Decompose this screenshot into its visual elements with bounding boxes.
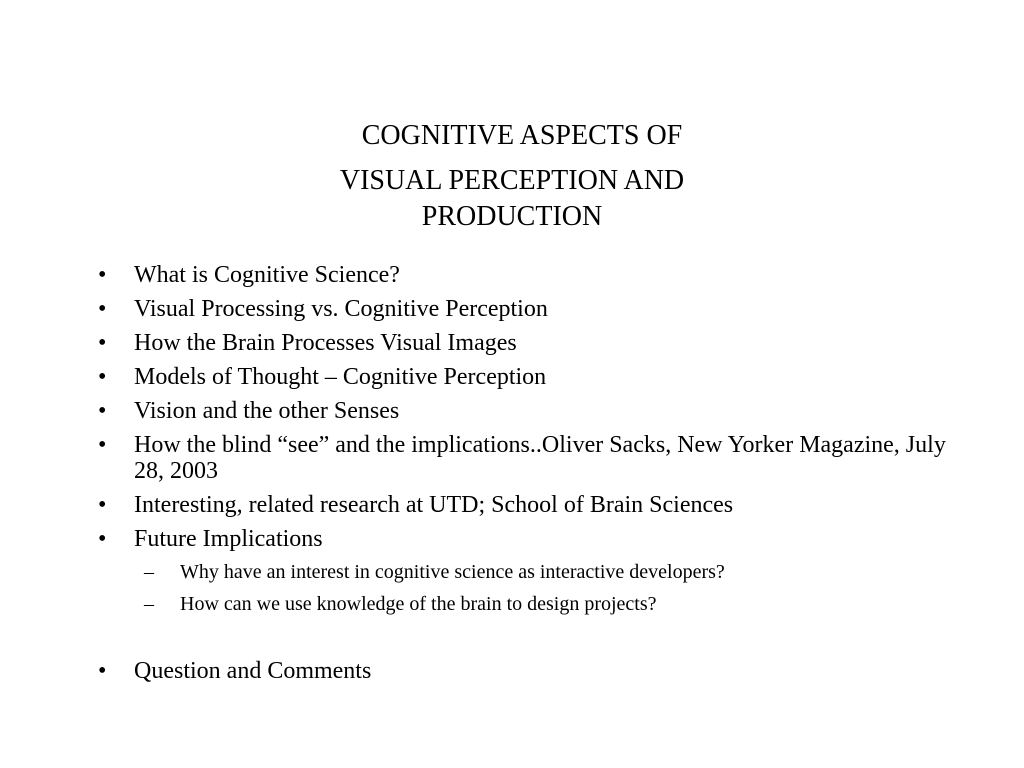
bullet-marker: •	[98, 526, 107, 552]
bullet-item-how-the-blind-see	[98, 432, 958, 484]
bullet-item-utd-research	[98, 492, 958, 518]
bullet-text: Future Implications	[134, 526, 323, 552]
bullet-marker: •	[98, 262, 107, 288]
bullet-marker: •	[98, 364, 107, 390]
bullet-item-future-implications	[98, 526, 958, 552]
bullet-text: Vision and the other Senses	[134, 398, 400, 424]
sub-bullet-text: How can we use knowledge of the brain to design projects?	[180, 593, 657, 615]
title-line-2: VISUAL PERCEPTION AND	[339, 165, 685, 196]
bullet-text: How the blind “see” and the implications..Oliver Sacks, New Yorker Magazine, July 28, 2003	[134, 432, 946, 484]
bullet-marker: •	[98, 658, 107, 684]
sub-bullet-text: Why have an interest in cognitive science as interactive developers?	[180, 561, 725, 583]
sub-bullet-item-knowledge	[98, 592, 958, 616]
bullet-item-models-of-thought	[98, 364, 958, 390]
slide-title	[0, 114, 1024, 234]
bullet-marker: •	[98, 330, 107, 356]
bullet-list	[98, 262, 958, 692]
bullet-text: Question and Comments	[134, 658, 372, 684]
bullet-marker: •	[98, 432, 107, 458]
bullet-item-brain-processes	[98, 330, 958, 356]
bullet-text: Visual Processing vs. Cognitive Perception	[134, 296, 548, 322]
bullet-item-questions	[98, 658, 958, 684]
bullet-marker: •	[98, 398, 107, 424]
bullet-item-vision-other-senses	[98, 398, 958, 424]
bullet-text: Models of Thought – Cognitive Perception	[134, 364, 547, 390]
title-line-1: COGNITIVE ASPECTS OF	[361, 120, 683, 151]
sub-bullet-marker: –	[144, 561, 154, 583]
bullet-item-visual-processing	[98, 296, 958, 322]
list-spacer	[98, 624, 958, 658]
bullet-marker: •	[98, 492, 107, 518]
sub-bullet-item-interest	[98, 560, 958, 584]
bullet-marker: •	[98, 296, 107, 322]
bullet-text: What is Cognitive Science?	[134, 262, 400, 288]
title-line-3: PRODUCTION	[421, 201, 603, 232]
bullet-text: Interesting, related research at UTD; School of Brain Sciences	[134, 492, 734, 518]
bullet-item-what-is-cognitive-science	[98, 262, 958, 288]
bullet-text: How the Brain Processes Visual Images	[134, 330, 517, 356]
sub-bullet-marker: –	[144, 593, 154, 615]
